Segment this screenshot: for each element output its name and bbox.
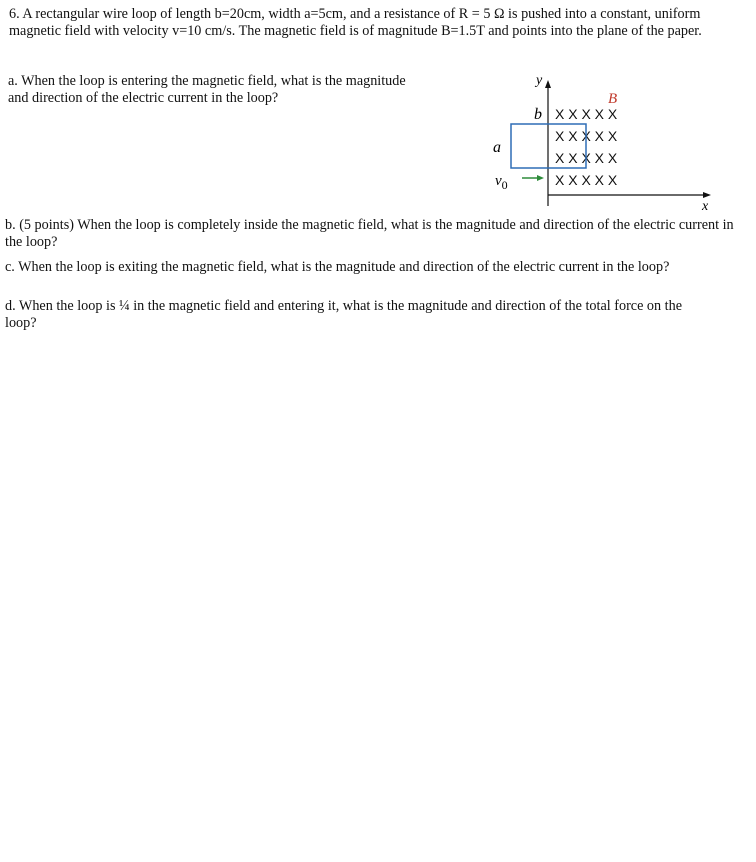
length-label: b — [534, 106, 542, 123]
velocity-label — [495, 173, 508, 192]
x-axis-label: x — [702, 199, 709, 214]
velocity-symbol: v — [495, 173, 502, 189]
field-row-1: X X X X X — [555, 106, 618, 122]
y-axis-label: y — [536, 73, 543, 88]
field-row-4: X X X X X — [555, 172, 618, 188]
magnetic-field-diagram — [480, 70, 720, 215]
question-part-b: b. (5 points) When the loop is completely inside the magnetic field, what is the magnitude and direction of the electric current in the loop? — [5, 217, 734, 250]
question-part-d: d. When the loop is ¼ in the magnetic field and entering it, what is the magnitude and direction of the total force on the loop? — [5, 298, 683, 331]
field-label: B — [608, 91, 618, 107]
velocity-subscript: 0 — [501, 178, 508, 192]
width-label: a — [493, 139, 501, 156]
field-row-2: X X X X X — [555, 128, 618, 144]
x-axis-arrowhead — [703, 192, 711, 198]
y-axis-arrowhead — [545, 80, 551, 88]
problem-statement: 6. A rectangular wire loop of length b=20cm, width a=5cm, and a resistance of R = 5 Ω is pushed into a constant, uniform magnetic field with velocity v=10 cm/s. The magnetic field is of magnitude B=1.5T and points into the plane of the paper. — [9, 6, 702, 39]
question-part-a: a. When the loop is entering the magnetic field, what is the magnitude and direction of the electric current in the loop? — [8, 73, 406, 106]
question-part-c: c. When the loop is exiting the magnetic field, what is the magnitude and direction of the electric current in the loop? — [5, 259, 670, 275]
field-row-3: X X X X X — [555, 150, 618, 166]
velocity-arrowhead — [537, 175, 544, 181]
